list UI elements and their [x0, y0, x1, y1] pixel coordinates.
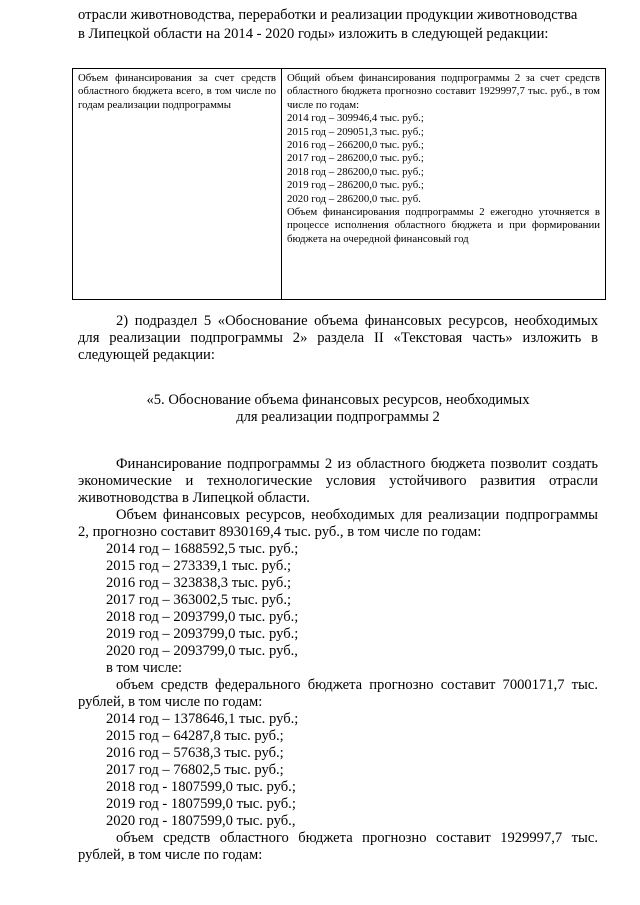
table-year-line: 2018 год – 286200,0 тыс. руб.;: [287, 165, 424, 178]
section-heading-line-2: для реализации подпрограммы 2: [236, 409, 440, 425]
total-year-line: 2019 год – 2093799,0 тыс. руб.;: [106, 626, 299, 642]
intro-line-1: отрасли животноводства, переработки и реализации продукции животноводства: [78, 7, 578, 23]
total-year-line: 2018 год – 2093799,0 тыс. руб.;: [106, 609, 299, 625]
paragraph-2: Объем финансовых ресурсов, необходимых для реализации подпрограммы 2, прогнозно составит 8930169,4 тыс. руб., в том числе по годам:: [78, 507, 598, 540]
federal-year-line: 2019 год - 1807599,0 тыс. руб.;: [106, 796, 296, 812]
left-cell-text: Объем финансирования за счет средств областного бюджета всего, в том числе по годам реализации подпрограммы: [78, 72, 276, 111]
table-row: [73, 69, 606, 300]
federal-year-line: 2017 год – 76802,5 тыс. руб.;: [106, 762, 284, 778]
total-year-line: 2020 год – 2093799,0 тыс. руб.,: [106, 643, 298, 659]
regional-paragraph: объем средств областного бюджета прогнозно составит 1929997,7 тыс. рублей, в том числе по годам:: [78, 830, 598, 863]
total-year-line: 2017 год – 363002,5 тыс. руб.;: [106, 592, 292, 608]
right-cell-intro: Общий объем финансирования подпрограммы 2 за счет средств областного бюджета прогнозно составит 1929997,7 тыс. руб., в том числе по годам:: [287, 72, 600, 111]
financing-table: [72, 68, 606, 300]
federal-year-line: 2020 год - 1807599,0 тыс. руб.,: [106, 813, 296, 829]
federal-year-line: 2015 год – 64287,8 тыс. руб.;: [106, 728, 284, 744]
total-year-line: 2015 год – 273339,1 тыс. руб.;: [106, 558, 292, 574]
table-year-line: 2016 год – 266200,0 тыс. руб.;: [287, 139, 424, 152]
item-2-paragraph: 2) подраздел 5 «Обоснование объема финансовых ресурсов, необходимых для реализации подпрограммы 2» раздела II «Текстовая часть» изложить в следующей редакции:: [78, 313, 598, 363]
federal-year-line: 2016 год – 57638,3 тыс. руб.;: [106, 745, 284, 761]
section-heading-line-1: «5. Обоснование объема финансовых ресурсов, необходимых: [146, 392, 530, 408]
table-year-line: 2014 год – 309946,4 тыс. руб.;: [287, 112, 424, 125]
federal-paragraph: объем средств федерального бюджета прогнозно составит 7000171,7 тыс. рублей, в том числе по годам:: [78, 677, 598, 710]
federal-year-line: 2014 год – 1378646,1 тыс. руб.;: [106, 711, 299, 727]
table-year-line: 2015 год – 209051,3 тыс. руб.;: [287, 125, 424, 138]
total-year-line: 2016 год – 323838,3 тыс. руб.;: [106, 575, 292, 591]
right-cell-note: Объем финансирования подпрограммы 2 ежегодно уточняется в процессе исполнения областного бюджета и при формировании бюджета на очередной финансовый год: [287, 206, 600, 245]
paragraph-1: Финансирование подпрограммы 2 из областного бюджета позволит создать экономические и технологические условия устойчивого развития отрасли животноводства в Липецкой области.: [78, 456, 598, 506]
table-right-cell: [282, 69, 606, 300]
table-left-cell: [73, 69, 282, 300]
table-year-line: 2020 год – 286200,0 тыс. руб.: [287, 192, 421, 205]
table-year-line: 2017 год – 286200,0 тыс. руб.;: [287, 152, 424, 165]
table-year-line: 2019 год – 286200,0 тыс. руб.;: [287, 179, 424, 192]
intro-line-2: в Липецкой области на 2014 - 2020 годы» изложить в следующей редакции:: [78, 26, 549, 42]
intro-text: [78, 6, 598, 44]
federal-year-line: 2018 год - 1807599,0 тыс. руб.;: [106, 779, 296, 795]
including-line: в том числе:: [106, 660, 183, 676]
total-year-line: 2014 год – 1688592,5 тыс. руб.;: [106, 541, 299, 557]
section-body: [78, 313, 598, 864]
